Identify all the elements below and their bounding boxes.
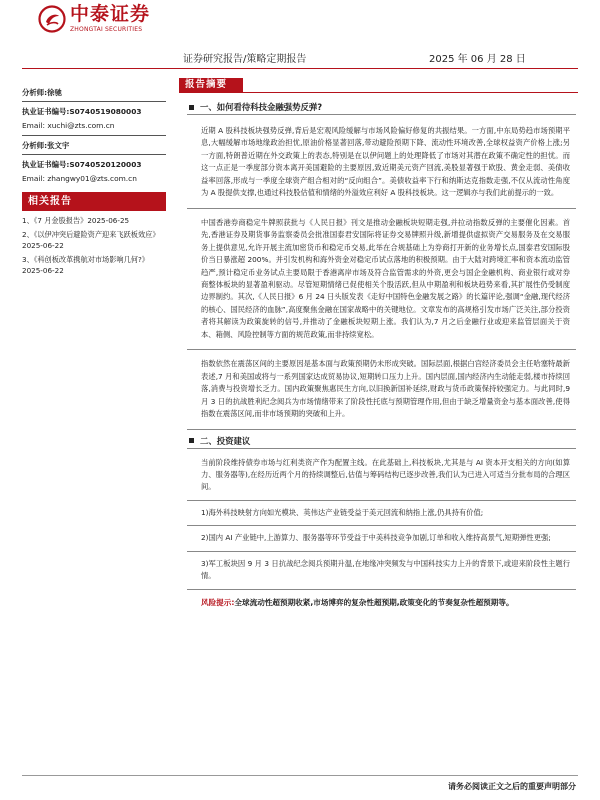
- cert-number: S0740520120003: [69, 160, 142, 169]
- related-report-link[interactable]: 2、《以伊冲突后避险资产迎来飞跃板效应》2025-06-22: [22, 229, 160, 250]
- analyst-cert-row: [22, 158, 166, 172]
- analyst-email-row: [22, 119, 166, 133]
- analyst-card: [22, 139, 166, 186]
- cert-number: S0740519080003: [69, 107, 142, 116]
- abstract-divider: [179, 92, 578, 93]
- section-title-text: 二、投资建议: [200, 435, 251, 446]
- brand-name-en: ZHONGTAI SECURITIES: [70, 26, 143, 33]
- section-title: [179, 100, 576, 114]
- header-divider: [22, 68, 578, 69]
- footer-divider: [22, 775, 578, 776]
- email-label: Email:: [22, 121, 45, 130]
- brand-name-cn: 中泰证券: [70, 3, 151, 25]
- zhongtai-logo-icon: [38, 5, 66, 33]
- paragraph: 中国香港券商稳定牛牌照获批与《人民日报》刊文是推动金融板块短期走强,并拉动指数反弹的主要催化因素。首先,香港证券及期货事务监察委员会批准国泰君安国际将证券交易牌照升级,新增提供虚拟资产交易服务及在交易服务上提供意见,允许开展主流加密货币和稳定币交易,此举在合规基础上为券商打开新的业务增长点,国泰君安国际股价当日暴涨超 200%。并引发机构和海外资金对稳定币试点落地的积极预期。由于大陆对跨境汇率和资本流动监管趋严,预计稳定币业务试点主要局限于香港离岸市场及符合监管需求的外资,更会与国企金融机构、商业银行或对券商整体板块的显著盈利驱动。尽管短期情绪已促使相关个股活跃,但从中期盈利和板块趋势来看,其扩展性仍受制度边界制约。其次,《人民日报》6 月 24 日头版发表《走好中国特色金融发展之路》的长篇评论,强调“金融,现代经济的核心、国民经济的血脉”,高度聚焦金融在国家战略中的关键地位。文章发布的高规格引发市场广泛关注,部分投资者将其解读为政策旋转的信号,并推动了金融板块短期上涨。我们认为,7 月之后金融行业或迎来监管层面关于资本、箱侧、风险控制等方面的规范政策,而非持续宽松。: [201, 217, 570, 339]
- cert-label: 执业证书编号:: [22, 160, 70, 169]
- paragraph: 近期 A 股科技板块强势反弹,背后是宏观风险缓解与市场风险偏好修复的共振结果。一方面,中东局势趋市场预期平息,大幅缓解市场地缘政治担忧,原油价格显著回落,带动避险预期下降、流动性环境改善,全球权益资产价格上涨;另一方面,特朗普近期在外交政策上的表态,特别是在以伊问题上的处理降低了市场对其潜在政策不确定性的担忧。而这一点正是一季度部分资本离开美国避险的主要原因,致近期美元资产回流,美股显著强于欧股、黄金走弱、美债收益率回落,形成与一季度全球资产组合相对的“反向组合”。美债收益率下行和纳斯达克指数走强,不仅从流动性角度为 A 股提供支撑,也通过科技股估值和情绪的外溢效应利好 A 股科技板块。这一逻辑亦与我们此前提示的一致。: [201, 126, 570, 198]
- recommendation-item: 3)军工板块因 9 月 3 日抗战纪念阅兵预期升温,在地缘冲突频发与中国科技实力上升的背景下,或迎来阶段性主题行情。: [201, 558, 570, 581]
- square-bullet-icon: [189, 438, 194, 443]
- risk-warning: [179, 596, 576, 609]
- report-date: 2025 年 06 月 28 日: [429, 54, 526, 65]
- email-label: Email:: [22, 174, 45, 183]
- square-bullet-icon: [189, 105, 194, 110]
- company-logo: [38, 5, 150, 33]
- abstract-tab: 报告摘要: [179, 78, 243, 92]
- related-reports-list: [22, 215, 166, 277]
- cert-label: 执业证书编号:: [22, 107, 70, 116]
- divider: [22, 154, 166, 155]
- section-title-text: 一、如何看待科技金融强势反弹?: [200, 102, 323, 112]
- analyst-cert-row: [22, 105, 166, 119]
- analyst-name: 徐驰: [47, 88, 62, 97]
- section-title: [179, 434, 576, 448]
- divider: [22, 101, 166, 102]
- analyst-name-row: [22, 86, 166, 100]
- analyst-role-label: 分析师:: [22, 141, 48, 150]
- divider: [22, 135, 166, 136]
- recommendation-item: 2)国内 AI 产业链中,上游算力、服务器等环节受益于中美科技竞争加剧,订单和收入维持高景气,短期弹性更强;: [201, 533, 551, 543]
- report-body: [179, 100, 576, 609]
- footer-disclaimer: 请务必阅读正文之后的重要声明部分: [448, 782, 576, 791]
- paragraph: 当前阶段维持债券市场与红利类资产作为配置主线。在此基础上,科技板块,尤其是与 AI 资本开支相关的方向(如算力、服务器等),在经历近两个月的持续调整后,估值与筹码结构已逐步改善,我们认为已进入可适当分批布局的合理区间。: [201, 457, 570, 492]
- analyst-email-row: [22, 172, 166, 186]
- related-report-link[interactable]: 1、《7 月金股报告》2025-06-25: [22, 216, 130, 225]
- analyst-card: [22, 86, 166, 133]
- analyst-name-row: [22, 139, 166, 153]
- report-type: 证券研究报告/策略定期报告: [183, 54, 307, 65]
- paragraph: 指数依然在震荡区间的主要原因是基本面与政策预期仍未形成突破。国际层面,根据白宫经济委员会主任哈塞特最新表述,7 月和美国或将与一系列国家达成贸易协议,短期转口压力上升。国内层面,国内经济内生动能走弱,楼市持续回落,消费与投资增长乏力。国内政策聚焦惠民生方向,以旧换新国补延续,财政与货币政策保持较强定力。与此同时,9 月 3 日的抗战胜利纪念阅兵为市场情绪带来了阶段性托底与预期管理作用,但由于缺乏增量资金与基本面改善,使得指数在震荡区间,而非市场预期的突破和上升。: [201, 359, 570, 419]
- analyst-email[interactable]: xuchi@zts.com.cn: [47, 121, 115, 130]
- analyst-email[interactable]: zhangwy01@zts.com.cn: [47, 174, 137, 183]
- sidebar: [22, 86, 166, 279]
- analyst-role-label: 分析师:: [22, 88, 48, 97]
- risk-label: 风险提示:: [201, 597, 235, 607]
- related-reports-title: 相关报告: [22, 192, 166, 211]
- related-report-link[interactable]: 3、《科创板改革携航对市场影响几何?》2025-06-22: [22, 254, 149, 275]
- risk-text: 全球流动性超预期收紧,市场博弈的复杂性超预期,政策变化的节奏复杂性超预期等。: [234, 597, 514, 607]
- recommendation-item: 1)海外科技映射方向如光模块、英伟达产业链受益于美元回流和纳指上涨,仍具持有价值;: [201, 507, 484, 517]
- analyst-name: 张文宇: [47, 141, 70, 150]
